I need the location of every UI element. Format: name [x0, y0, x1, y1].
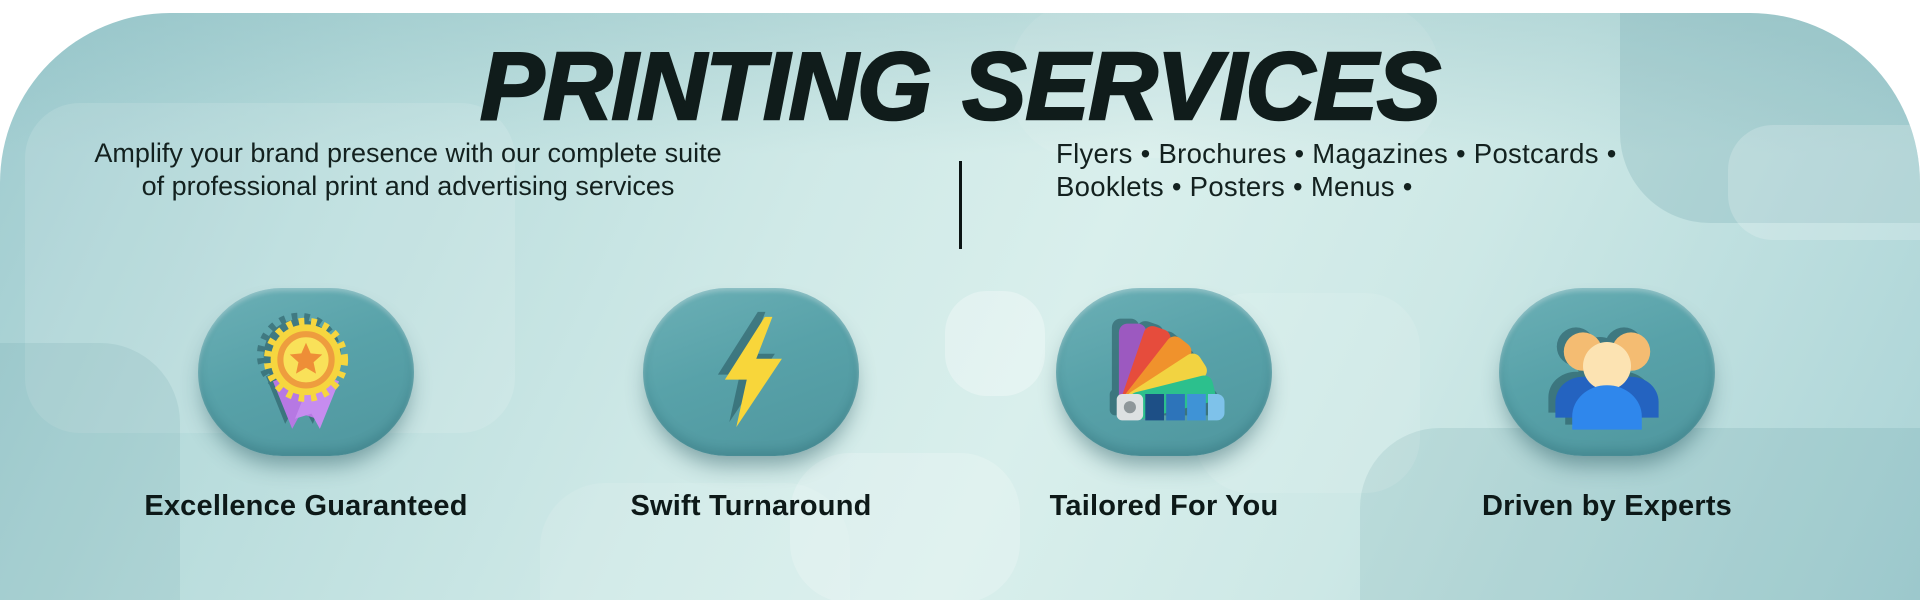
feature-experts — [1437, 288, 1777, 523]
award-medal-icon — [245, 311, 367, 433]
feature-label: Excellence Guaranteed — [144, 490, 468, 522]
banner-card — [0, 13, 1920, 600]
services-line-2: Booklets • Posters • Menus • — [1056, 171, 1413, 202]
feature-tailored — [994, 288, 1334, 523]
tagline-line-2: of professional print and advertising services — [141, 171, 675, 201]
tagline — [88, 137, 728, 203]
feature-excellence — [136, 288, 476, 523]
lightning-bolt-icon — [704, 315, 799, 429]
vertical-divider — [959, 161, 962, 249]
feature-label: Tailored For You — [1049, 490, 1279, 522]
services-line-1: Flyers • Brochures • Magazines • Postcards • — [1056, 138, 1617, 169]
feature-badge — [1499, 288, 1715, 456]
services-list — [1056, 137, 1756, 203]
page-title: PRINTING SERVICES — [480, 33, 1440, 140]
feature-badge — [643, 288, 859, 456]
feature-turnaround — [581, 288, 921, 523]
feature-badge — [198, 288, 414, 456]
feature-badge — [1056, 288, 1272, 456]
feature-label: Swift Turnaround — [630, 490, 872, 522]
team-people-icon — [1547, 312, 1667, 432]
background-pattern-shape — [1728, 125, 1920, 240]
color-swatch-fan-icon — [1101, 317, 1227, 427]
feature-label: Driven by Experts — [1482, 490, 1732, 522]
tagline-line-1: Amplify your brand presence with our complete suite — [94, 138, 722, 168]
